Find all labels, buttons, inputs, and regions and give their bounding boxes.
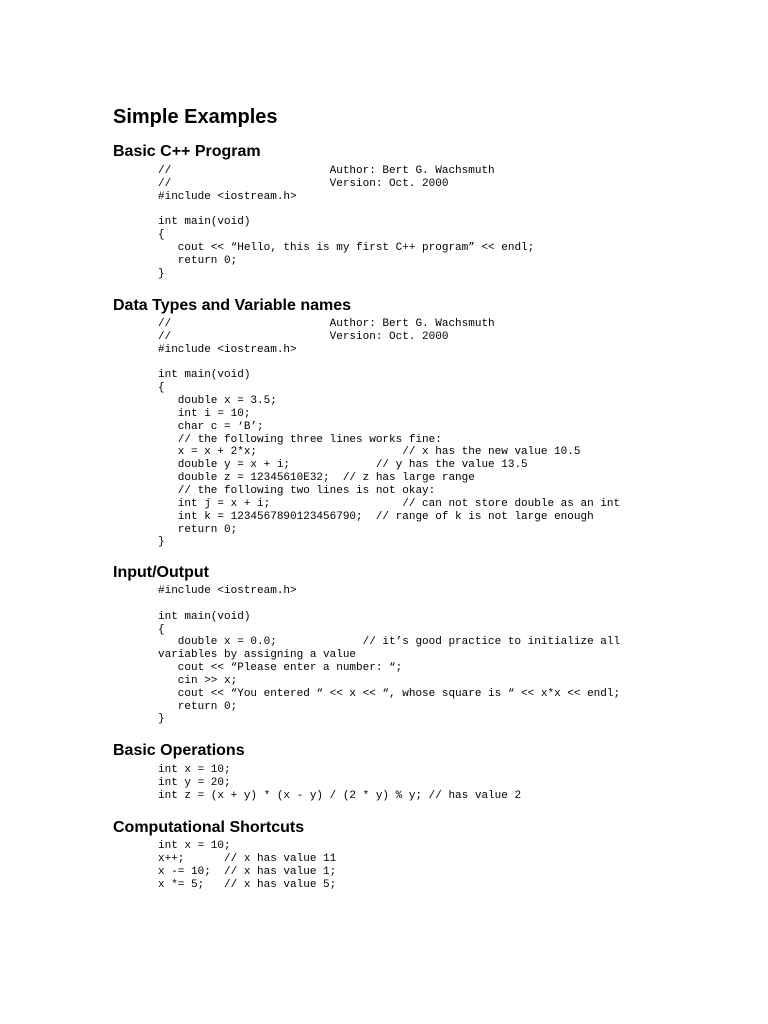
code-block-input-output: #include <iostream.h> int main(void) { double x = 0.0; // it’s good practice to initialize all variables by assigning a value cout << “Please enter a number: “; cin >> x; cout << “You entered “ << x << “, whose square is “ << x*x << endl; return 0; } [158, 585, 621, 726]
section-heading-basic-program: Basic C++ Program [113, 143, 261, 160]
section-heading-computational-shortcuts: Computational Shortcuts [113, 819, 305, 836]
code-block-data-types: // Author: Bert G. Wachsmuth // Version: Oct. 2000 #include <iostream.h> int main(void) { double x = 3.5; int i = 10; char c = ‘B’; // the following three lines works fine: x = x + 2*x; // x has the new value 10.5 double y = x + i; // y has the value 13.5 double z = 12345610E32; // z has large range // the following two lines is not okay: int j = x + i; // can not store double as an int int k = 1234567890123456790; // range of k is not large enough return 0; } [158, 318, 621, 549]
section-heading-data-types: Data Types and Variable names [113, 297, 352, 314]
code-block-computational-shortcuts: int x = 10; x++; // x has value 11 x -= 10; // x has value 1; x *= 5; // x has value 5; [158, 840, 337, 891]
code-block-basic-operations: int x = 10; int y = 20; int z = (x + y) * (x - y) / (2 * y) % y; // has value 2 [158, 764, 522, 802]
section-heading-basic-operations: Basic Operations [113, 742, 245, 759]
page-title: Simple Examples [113, 106, 278, 128]
section-heading-input-output: Input/Output [113, 564, 209, 581]
code-block-basic-program: // Author: Bert G. Wachsmuth // Version: Oct. 2000 #include <iostream.h> int main(void) { cout << “Hello, this is my first C++ program” << endl; return 0; } [158, 165, 535, 280]
